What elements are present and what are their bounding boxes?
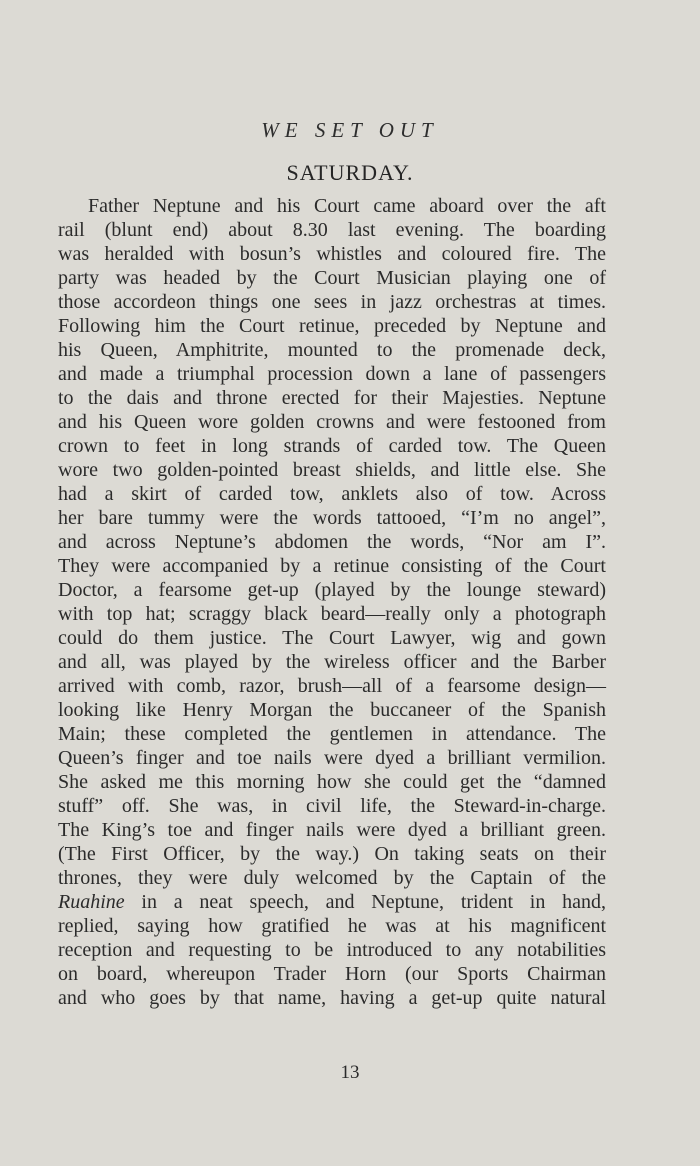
text-line: looking like Henry Morgan the buccaneer of the Spanish (58, 699, 606, 721)
text-line: Ruahine in a neat speech, and Neptune, trident in hand, (58, 891, 606, 913)
text-line: and across Neptune’s abdomen the words, “Nor am I”. (58, 531, 606, 553)
text-line: crown to feet in long strands of carded tow. The Queen (58, 435, 606, 457)
text-line: (The First Officer, by the way.) On taking seats on their (58, 843, 606, 865)
text-line: replied, saying how gratified he was at his magnificent (58, 915, 606, 937)
text-line: Main; these completed the gentlemen in attendance. The (58, 723, 606, 745)
text-line: and his Queen wore golden crowns and were festooned from (58, 411, 606, 433)
ship-name: Ruahine (58, 891, 125, 913)
text-line: had a skirt of carded tow, anklets also of tow. Across (58, 483, 606, 505)
text-line: Queen’s finger and toe nails were dyed a brilliant vermilion. (58, 747, 606, 769)
text-line: party was headed by the Court Musician playing one of (58, 267, 606, 289)
text-line: his Queen, Amphitrite, mounted to the promenade deck, (58, 339, 606, 361)
text-line: Father Neptune and his Court came aboard over the aft (88, 195, 606, 217)
text-line: Doctor, a fearsome get-up (played by the lounge steward) (58, 579, 606, 601)
text-line: and made a triumphal procession down a lane of passengers (58, 363, 606, 385)
text-line: on board, whereupon Trader Horn (our Sports Chairman (58, 963, 606, 985)
text-line: to the dais and throne erected for their Majesties. Neptune (58, 387, 606, 409)
text-line: The King’s toe and finger nails were dyed a brilliant green. (58, 819, 606, 841)
text-line: could do them justice. The Court Lawyer, wig and gown (58, 627, 606, 649)
text-line: those accordeon things one sees in jazz orchestras at times. (58, 291, 606, 313)
text-line: rail (blunt end) about 8.30 last evening. The boarding (58, 219, 606, 241)
body-text (58, 194, 606, 1010)
text-line: reception and requesting to be introduced to any notabilities (58, 939, 606, 961)
page-number: 13 (340, 1062, 360, 1083)
text-line: and all, was played by the wireless officer and the Barber (58, 651, 606, 673)
text-line: Following him the Court retinue, preceded by Neptune and (58, 315, 606, 337)
text-line: with top hat; scraggy black beard—really only a photograph (58, 603, 606, 625)
text-line: stuff” off. She was, in civil life, the Steward-in-charge. (58, 795, 606, 817)
text-line: She asked me this morning how she could get the “damned (58, 771, 606, 793)
text-line: thrones, they were duly welcomed by the Captain of the (58, 867, 606, 889)
text-line: her bare tummy were the words tattooed, “I’m no angel”, (58, 507, 606, 529)
running-head: WE SET OUT (261, 118, 439, 142)
text-line: was heralded with bosun’s whistles and coloured fire. The (58, 243, 606, 265)
text-line: and who goes by that name, having a get-up quite natural (58, 987, 606, 1009)
text-line: They were accompanied by a retinue consisting of the Court (58, 555, 606, 577)
text-line: wore two golden-pointed breast shields, and little else. She (58, 459, 606, 481)
text-line: arrived with comb, razor, brush—all of a fearsome design— (58, 675, 606, 697)
section-title: SATURDAY. (286, 160, 414, 185)
